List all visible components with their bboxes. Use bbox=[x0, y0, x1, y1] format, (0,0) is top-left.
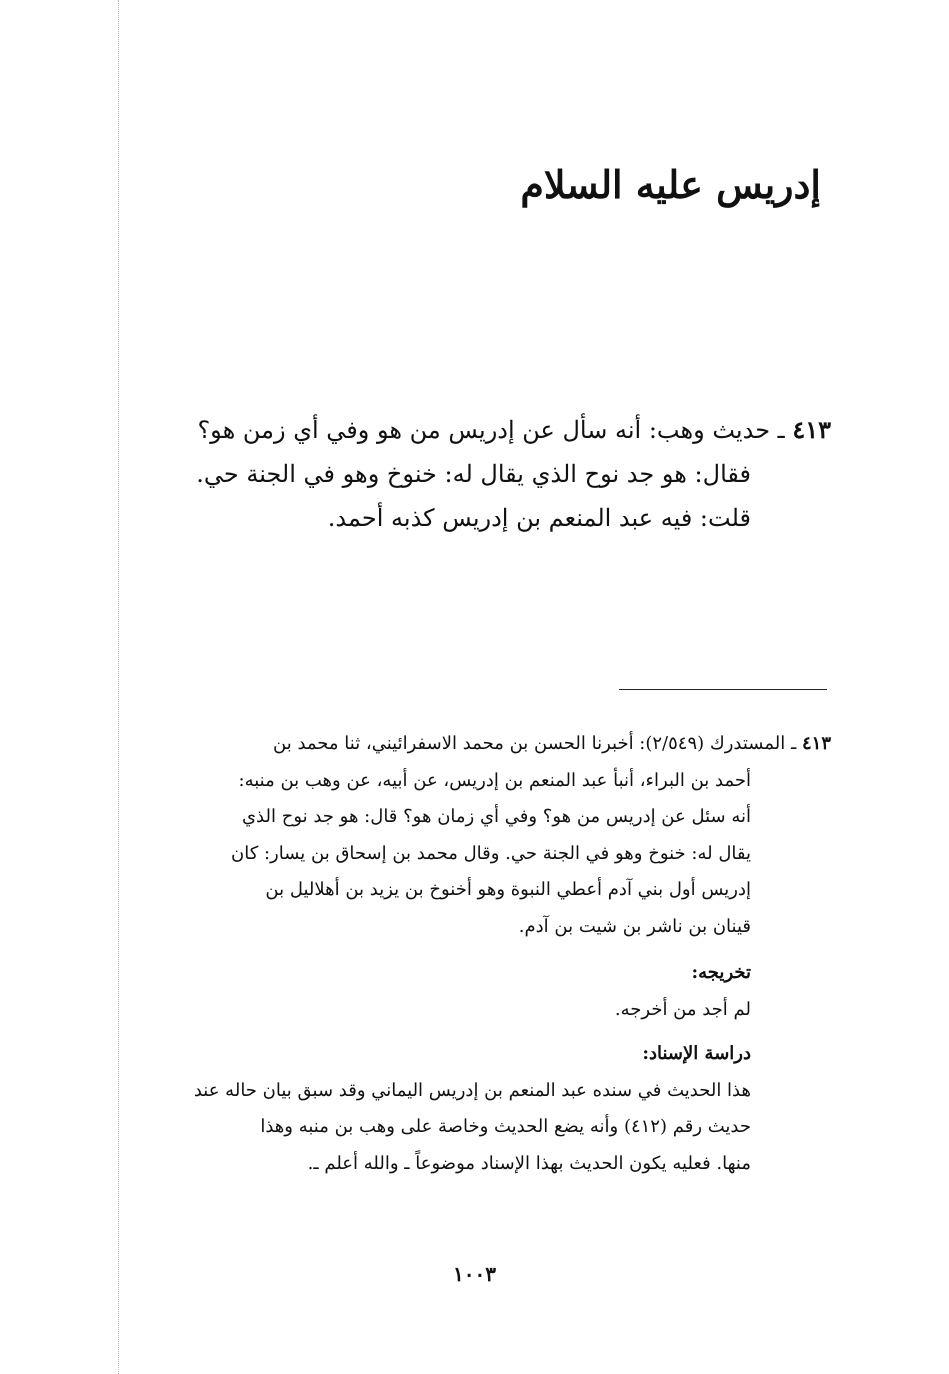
isnad-heading: دراسة الإسناد: bbox=[642, 1043, 751, 1064]
takhrij-text: لم أجد من أخرجه. bbox=[614, 998, 751, 1020]
footnote-line-4: يقال له: خنوخ وهو في الجنة حي. وقال محمد بن إسحاق بن يسار: كان bbox=[231, 842, 751, 864]
main-line-3: قلت: فيه عبد المنعم بن إدريس كذبه أحمد. bbox=[327, 504, 751, 532]
takhrij-heading: تخريجه: bbox=[691, 962, 751, 983]
footnote-line-3: أنه سئل عن إدريس من هو؟ وفي أي زمان هو؟ قال: هو جد نوح الذي bbox=[241, 806, 751, 827]
page-number: ١٠٠٣ bbox=[453, 1262, 496, 1286]
main-line-1 bbox=[130, 408, 831, 452]
margin-guide bbox=[118, 0, 119, 1374]
isnad-line-3: منها. فعليه يكون الحديث بهذا الإسناد موضوعاً ـ والله أعلم ـ. bbox=[307, 1152, 751, 1174]
hadith-number: ٤١٣ bbox=[792, 415, 831, 444]
footnote-section bbox=[132, 726, 831, 1182]
main-text bbox=[130, 408, 831, 540]
isnad-line-2: حديث رقم (٤١٢) وأنه يضع الحديث وخاصة على وهب بن منبه وهذا bbox=[260, 1116, 751, 1137]
main-line-2: فقال: هو جد نوح الذي يقال له: خنوخ وهو في الجنة حي. bbox=[196, 460, 751, 488]
main-line-1-text: ـ حديث وهب: أنه سأل عن إدريس من هو وفي أي زمن هو؟ bbox=[197, 416, 785, 444]
footnote-line-2: أحمد بن البراء، أنبأ عبد المنعم بن إدريس، عن أبيه، عن وهب بن منبه: bbox=[238, 769, 751, 791]
footnote-separator bbox=[619, 689, 827, 690]
footnote-line-5: إدريس أول بني آدم أعطي النبوة وهو أخنوخ بن يزيد بن أهلاليل بن bbox=[265, 879, 751, 900]
chapter-title: إدريس عليه السلام bbox=[520, 162, 821, 207]
footnote-line-6: قينان بن ناشر بن شيت بن آدم. bbox=[518, 915, 751, 937]
isnad-line-1: هذا الحديث في سنده عبد المنعم بن إدريس اليماني وقد سبق بيان حاله عند bbox=[193, 1079, 751, 1101]
footnote-line-1-text: ـ المستدرك (٢/٥٤٩): أخبرنا الحسن بن محمد الاسفرائيني، ثنا محمد بن bbox=[273, 733, 797, 754]
footnote-number: ٤١٣ bbox=[801, 733, 831, 754]
footnote-line-1 bbox=[132, 726, 831, 763]
